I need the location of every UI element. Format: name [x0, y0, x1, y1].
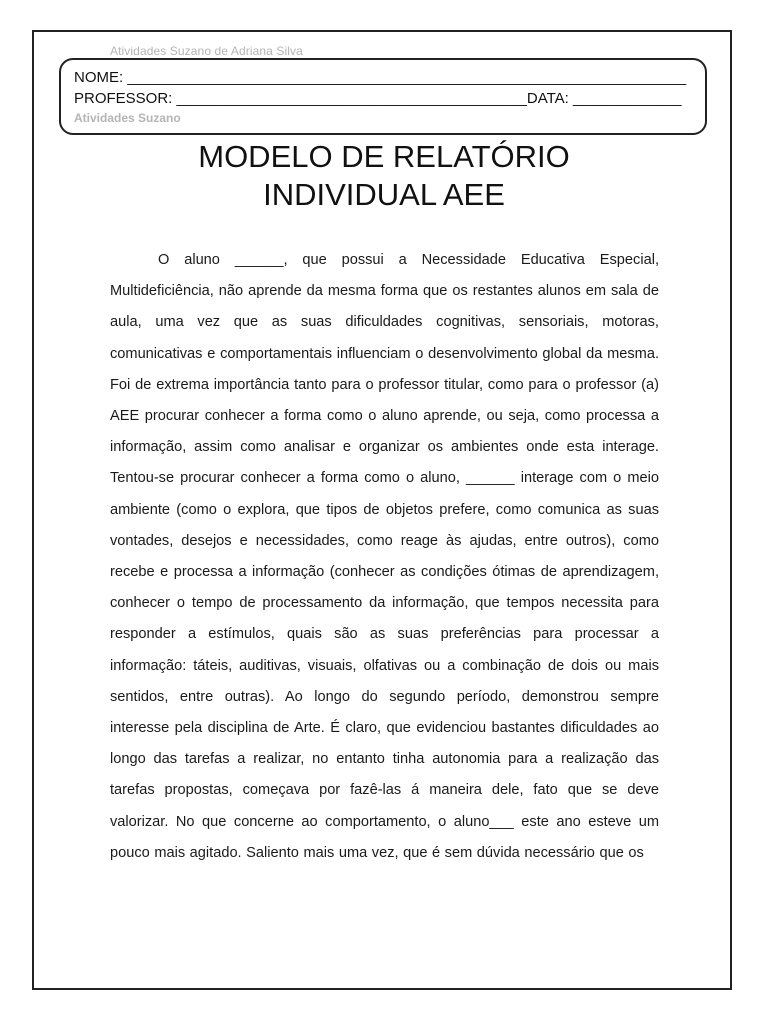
header-watermark: Atividades Suzano	[74, 111, 181, 125]
top-watermark: Atividades Suzano de Adriana Silva	[110, 44, 303, 58]
page-title	[0, 138, 768, 214]
name-field-line: NOME: ___________________________________________________________________	[74, 69, 687, 86]
title-line-1: MODELO DE RELATÓRIO	[198, 139, 570, 174]
title-line-2: INDIVIDUAL AEE	[263, 177, 505, 212]
professor-date-field-line: PROFESSOR: __________________________________________DATA: _____________	[74, 90, 682, 107]
student-info-box	[59, 58, 707, 135]
report-body-paragraph: O aluno ______, que possui a Necessidade Educativa Especial, Multideficiência, não aprende da mesma forma que os restantes alunos em sala de aula, uma vez que as suas dificuldades cognitivas, sensoriais, motoras, comunicativas e comportamentais influenciam o desenvolvimento global da mesma. Foi de extrema importância tanto para o professor titular, como para o professor (a) AEE procurar conhecer a forma como o aluno aprende, ou seja, como processa a informação, assim como analisar e organizar os ambientes onde esta interage. Tentou-se procurar conhecer a forma como o aluno, ______ interage com o meio ambiente (como o explora, que tipos de objetos prefere, como comunica as suas vontades, desejos e necessidades, como reage às ajudas, entre outros), como recebe e processa a informação (conhecer as condições ótimas de aprendizagem, conhecer o tempo de processamento da informação, que tempos necessita para responder a estímulos, quais são as suas preferências para processar a informação: táteis, auditivas, visuais, olfativas ou a combinação de dois ou mais sentidos, entre outras). Ao longo do segundo período, demonstrou sempre interesse pela disciplina de Arte. É claro, que evidenciou bastantes dificuldades ao longo das tarefas a realizar, no entanto tinha autonomia para a realização das tarefas propostas, começava por fazê-las á maneira dele, fato que se deve valorizar. No que concerne ao comportamento, o aluno___ este ano esteve um pouco mais agitado. Saliento mais uma vez, que é sem dúvida necessário que os	[110, 252, 659, 861]
